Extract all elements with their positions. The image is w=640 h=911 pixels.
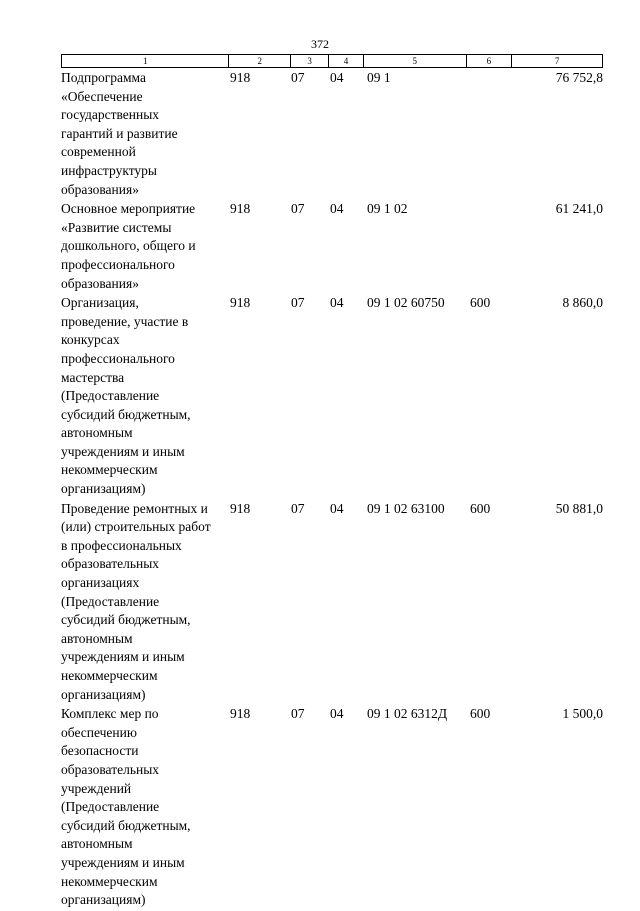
row-subsection: 04 bbox=[330, 706, 344, 722]
row-name: Организация, проведение, участие в конкурсах профессионального мастерства (Предоставление субсидий бюджетным, автономным учреждениям и иным некоммерческим организациям) bbox=[61, 295, 191, 497]
row-expense-type: 600 bbox=[470, 706, 491, 722]
row-expense-type bbox=[467, 69, 513, 199]
row-subsection: 04 bbox=[330, 500, 344, 516]
table-row bbox=[61, 200, 603, 293]
column-number-4: 4 bbox=[329, 55, 364, 67]
row-amount: 50 881,0 bbox=[555, 500, 603, 516]
row-subsection: 04 bbox=[330, 70, 344, 85]
column-number-3: 3 bbox=[291, 55, 329, 67]
table-row bbox=[61, 69, 603, 199]
row-amount: 76 752,8 bbox=[555, 70, 603, 85]
table-row bbox=[61, 294, 603, 499]
page-number: 372 bbox=[311, 37, 329, 51]
row-name: Комплекс мер по обеспечению безопасности образовательных учреждений (Предоставление субсидий бюджетным, автономным учреждениям и иным некоммерческим организациям) bbox=[61, 706, 191, 908]
row-section: 07 bbox=[291, 295, 305, 311]
row-code: 918 bbox=[230, 706, 251, 722]
row-expense-type: 600 bbox=[470, 295, 491, 311]
row-section: 07 bbox=[291, 706, 305, 722]
column-number-1: 1 bbox=[62, 55, 229, 67]
row-section: 07 bbox=[291, 500, 305, 516]
column-number-5: 5 bbox=[364, 55, 467, 67]
row-name: Основное мероприятие «Развитие системы дошкольного, общего и профессионального образования» bbox=[61, 201, 196, 291]
row-target: 09 1 02 bbox=[367, 201, 408, 217]
row-subsection: 04 bbox=[330, 201, 344, 217]
row-target: 09 1 bbox=[367, 70, 391, 85]
row-amount: 61 241,0 bbox=[555, 201, 603, 217]
row-target: 09 1 02 63100 bbox=[367, 500, 445, 516]
row-subsection: 04 bbox=[330, 295, 344, 311]
row-name: Подпрограмма «Обеспечение государственных гарантий и развитие современной инфраструктуры образования» bbox=[61, 70, 178, 197]
row-name: Проведение ремонтных и (или) строительных работ в профессиональных образовательных организациях (Предоставление субсидий бюджетным, автономным учреждениям и иным некоммерческим организациям) bbox=[61, 500, 211, 702]
budget-table bbox=[61, 69, 603, 911]
row-code: 918 bbox=[230, 70, 251, 85]
table-column-numbers bbox=[61, 54, 603, 68]
row-code: 918 bbox=[230, 295, 251, 311]
column-number-2: 2 bbox=[229, 55, 291, 67]
row-section: 07 bbox=[291, 70, 305, 85]
row-target: 09 1 02 60750 bbox=[367, 295, 445, 311]
column-number-7: 7 bbox=[554, 56, 560, 66]
row-amount: 1 500,0 bbox=[562, 706, 603, 722]
table-row bbox=[61, 705, 603, 910]
row-code: 918 bbox=[230, 201, 251, 217]
row-target: 09 1 02 6312Д bbox=[367, 706, 448, 722]
row-amount: 8 860,0 bbox=[562, 295, 603, 311]
column-number-6: 6 bbox=[467, 55, 513, 67]
table-row bbox=[61, 500, 603, 705]
row-expense-type: 600 bbox=[470, 500, 491, 516]
row-code: 918 bbox=[230, 500, 251, 516]
row-section: 07 bbox=[291, 201, 305, 217]
row-expense-type bbox=[467, 200, 513, 293]
